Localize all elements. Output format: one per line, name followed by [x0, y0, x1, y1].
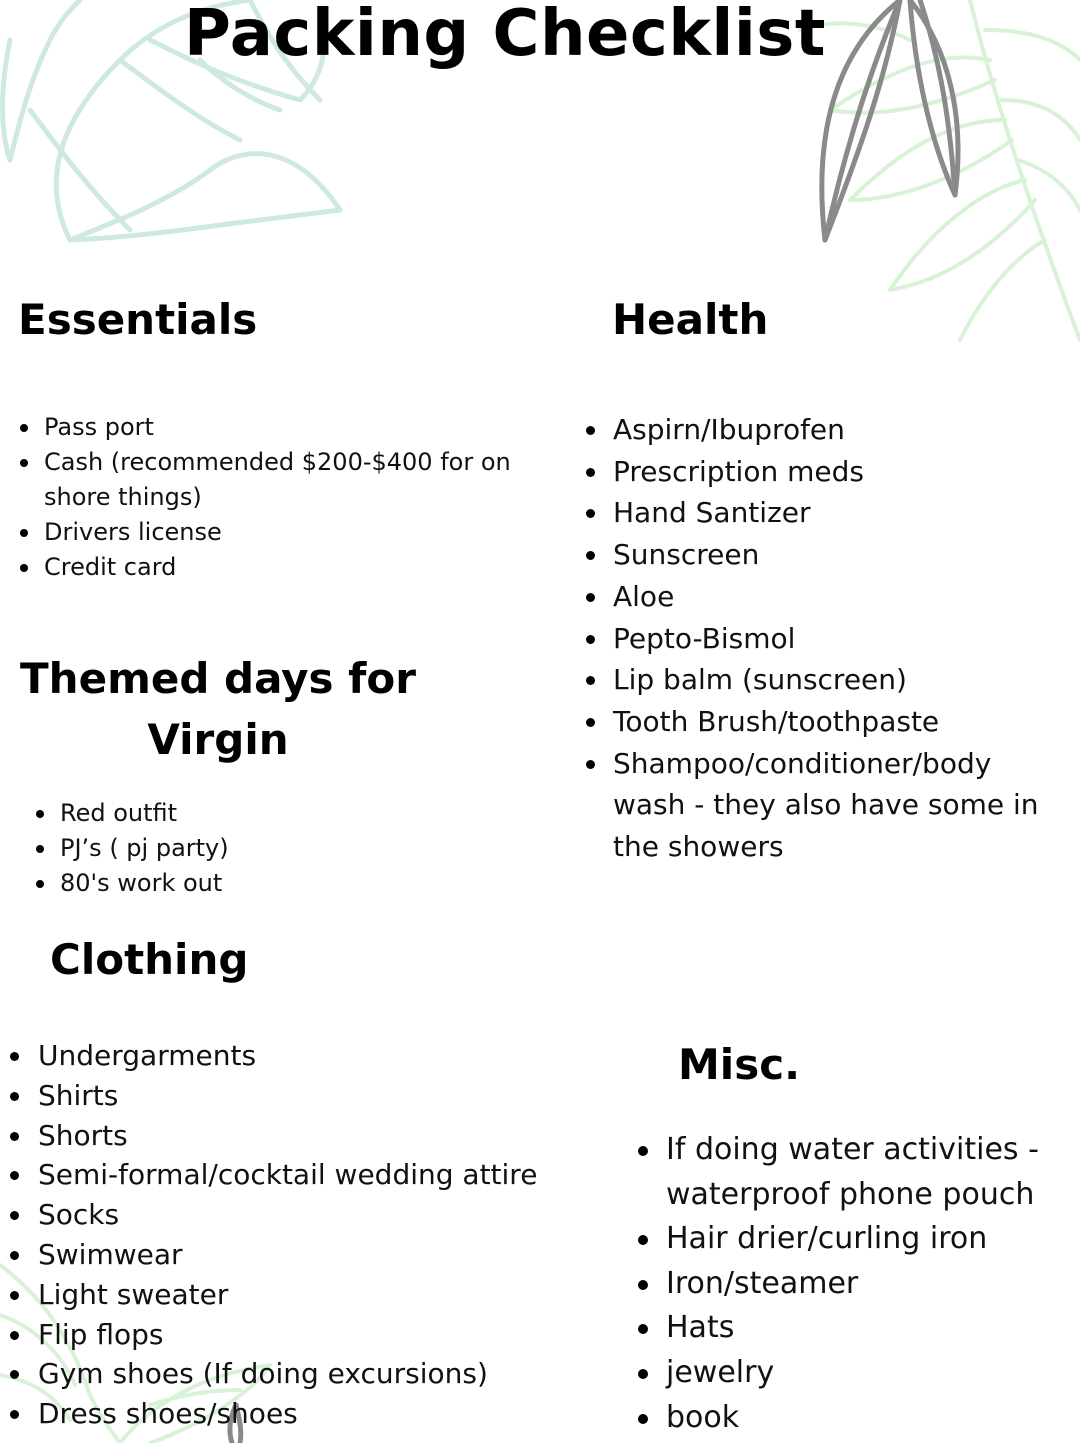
themed-days-heading-line1: Themed days for	[20, 654, 416, 703]
list-item	[34, 796, 494, 831]
list-item-text: Shirts	[38, 1078, 119, 1112]
list-item	[636, 1306, 1076, 1351]
list-item	[636, 1396, 1076, 1441]
list-item	[8, 1116, 568, 1156]
list-item-text: Iron/steamer	[666, 1265, 859, 1301]
list-item	[8, 1315, 568, 1355]
page-title: Packing Checklist	[184, 0, 826, 71]
bullet-icon	[10, 1092, 19, 1101]
list-item	[18, 445, 538, 515]
list-item	[584, 534, 1054, 576]
themed-days-list	[34, 796, 494, 901]
list-item	[584, 659, 1054, 701]
list-item-text: Red outfit	[60, 799, 178, 827]
list-item-text: jewelry	[666, 1354, 775, 1390]
list-item-text: Prescription meds	[613, 454, 864, 488]
bullet-icon	[10, 1132, 19, 1141]
health-list	[584, 409, 1054, 868]
list-item	[584, 451, 1054, 493]
list-item	[584, 743, 1054, 868]
bullet-icon	[10, 1410, 19, 1419]
essentials-heading: Essentials	[18, 295, 258, 344]
list-item-text: Shampoo/conditioner/body wash - they also have some in the showers	[613, 746, 1039, 864]
list-item	[636, 1217, 1076, 1262]
list-item-text: Semi-formal/cocktail wedding attire	[38, 1158, 538, 1192]
list-item-text: Hand Santizer	[613, 496, 811, 530]
list-item-text: Swimwear	[38, 1237, 183, 1271]
list-item-text: Hair drier/curling iron	[666, 1221, 988, 1257]
list-item-text: Lip balm (sunscreen)	[613, 663, 907, 697]
list-item	[8, 1155, 568, 1195]
bullet-icon	[36, 845, 44, 853]
health-heading: Health	[612, 295, 769, 344]
list-item	[8, 1275, 568, 1315]
list-item	[584, 618, 1054, 660]
list-item	[18, 515, 538, 550]
list-item-text: Credit card	[44, 553, 177, 581]
list-item-text: Socks	[38, 1198, 120, 1232]
bullet-icon	[10, 1291, 19, 1300]
list-item-text: Shorts	[38, 1118, 128, 1152]
bullet-icon	[20, 529, 28, 537]
list-item-text: 80's work out	[60, 869, 223, 897]
bullet-icon	[20, 424, 28, 432]
bullet-icon	[638, 1235, 648, 1245]
bullet-icon	[638, 1146, 648, 1156]
list-item	[636, 1262, 1076, 1307]
list-item-text: Undergarments	[38, 1039, 257, 1072]
list-item	[8, 1394, 568, 1434]
bullet-icon	[586, 468, 595, 477]
list-item	[34, 866, 494, 901]
bullet-icon	[586, 551, 595, 560]
bullet-icon	[10, 1171, 19, 1180]
bullet-icon	[36, 880, 44, 888]
list-item-text: Dress shoes/shoes	[38, 1397, 298, 1431]
list-item-text: Gym shoes (If doing excursions)	[38, 1357, 488, 1391]
bullet-icon	[586, 635, 595, 644]
bullet-icon	[586, 509, 595, 518]
bullet-icon	[638, 1414, 648, 1424]
bullet-icon	[10, 1370, 19, 1379]
themed-days-heading	[18, 648, 418, 770]
clothing-heading: Clothing	[50, 935, 249, 984]
bullet-icon	[10, 1211, 19, 1220]
bullet-icon	[10, 1052, 19, 1061]
list-item	[584, 576, 1054, 618]
list-item-text: Light sweater	[38, 1277, 229, 1311]
list-item-text: book	[666, 1399, 740, 1435]
bullet-icon	[586, 426, 595, 435]
list-item-text: Aspirn/Ibuprofen	[613, 413, 845, 446]
misc-list	[636, 1128, 1076, 1440]
bullet-icon	[10, 1251, 19, 1260]
list-item-text: Cash (recommended $200-$400 for on shore things)	[44, 448, 511, 511]
bullet-icon	[638, 1324, 648, 1334]
list-item	[8, 1195, 568, 1235]
bullet-icon	[36, 810, 44, 818]
list-item-text: Pepto-Bismol	[613, 621, 796, 655]
list-item-text: Pass port	[44, 413, 154, 441]
list-item	[584, 492, 1054, 534]
list-item	[8, 1036, 568, 1076]
bullet-icon	[10, 1331, 19, 1340]
essentials-list	[18, 410, 538, 585]
bullet-icon	[586, 760, 595, 769]
bullet-icon	[638, 1280, 648, 1290]
misc-heading: Misc.	[678, 1040, 801, 1089]
list-item-text: Flip flops	[38, 1317, 164, 1351]
list-item-text: Sunscreen	[613, 538, 760, 572]
list-item	[34, 831, 494, 866]
list-item	[18, 550, 538, 585]
list-item	[8, 1235, 568, 1275]
list-item	[584, 409, 1054, 451]
list-item	[8, 1354, 568, 1394]
bullet-icon	[638, 1369, 648, 1379]
bullet-icon	[586, 718, 595, 727]
list-item-text: Hats	[666, 1310, 735, 1346]
list-item	[636, 1351, 1076, 1396]
list-item-text: Aloe	[613, 579, 675, 613]
list-item-text: Tooth Brush/toothpaste	[613, 704, 940, 738]
bullet-icon	[20, 564, 28, 572]
list-item	[8, 1076, 568, 1116]
list-item-text: Drivers license	[44, 518, 222, 546]
themed-days-heading-line2: Virgin	[147, 715, 289, 764]
list-item	[584, 701, 1054, 743]
list-item-text: If doing water activities - waterproof phone pouch	[666, 1132, 1039, 1212]
list-item-text: PJ’s ( pj party)	[60, 834, 229, 862]
clothing-list	[8, 1036, 568, 1434]
bullet-icon	[586, 676, 595, 685]
bullet-icon	[586, 593, 595, 602]
bullet-icon	[20, 459, 28, 467]
list-item	[18, 410, 538, 445]
list-item	[636, 1128, 1076, 1217]
